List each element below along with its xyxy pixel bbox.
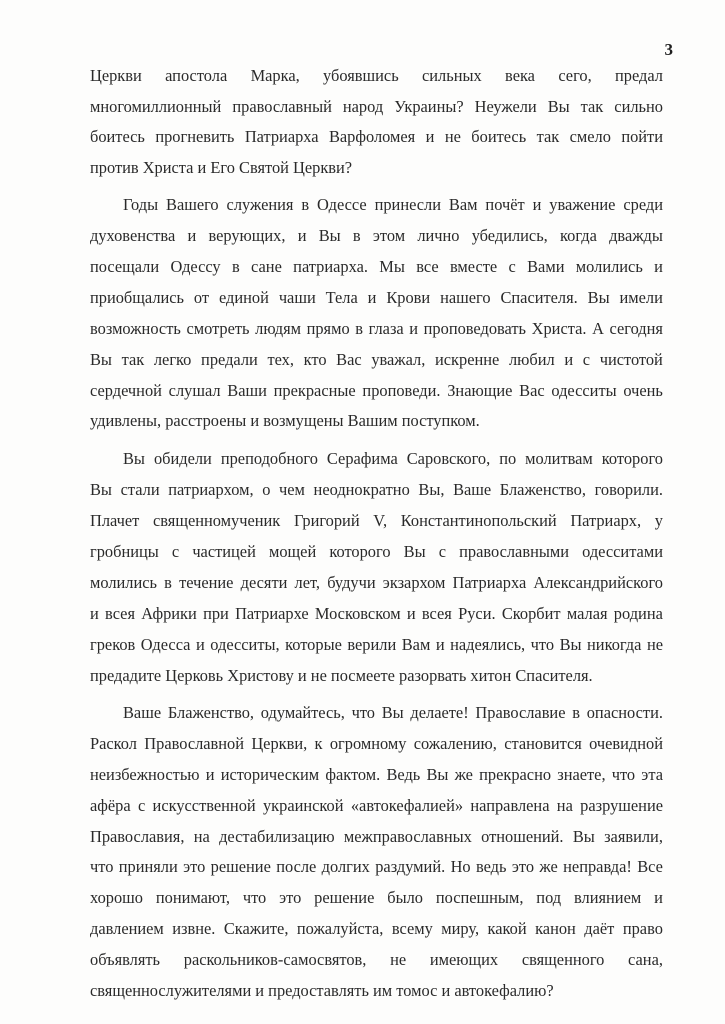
text-line: Плачет священномученик Григорий V, Константинопольский Патриарх, у	[90, 511, 663, 531]
text-line: посещали Одессу в сане патриарха. Мы все вместе с Вами молились и	[90, 257, 663, 277]
text-line: Годы Вашего служения в Одессе принесли Вам почёт и уважение среди	[123, 195, 663, 215]
text-line: афёра с искусственной украинской «автокефалией» направлена на разрушение	[90, 795, 663, 815]
text-line: Ваше Блаженство, одумайтесь, что Вы делаете! Православие в опасности.	[123, 702, 663, 722]
text-line: давлением извне. Скажите, пожалуйста, всему миру, какой канон даёт право	[90, 918, 663, 938]
text-line: многомиллионный православный народ Украины? Неужели Вы так сильно	[90, 97, 663, 117]
text-line: Вы стали патриархом, о чем неоднократно Вы, Ваше Блаженство, говорили.	[90, 480, 663, 500]
text-line: неизбежностью и историческим фактом. Ведь Вы же прекрасно знаете, что эта	[90, 764, 663, 784]
text-line: возможность смотреть людям прямо в глаза и проповедовать Христа. А сегодня	[90, 319, 663, 339]
text-line: Церкви апостола Марка, убоявшись сильных века сего, предал	[90, 66, 663, 85]
text-line: боитесь прогневить Патриарха Варфоломея и не боитесь так смело пойти	[90, 127, 663, 147]
text-line: гробницы с частицей мощей которого Вы с православными одесситами	[90, 542, 663, 562]
text-line: против Христа и Его Святой Церкви?	[90, 158, 353, 178]
text-line: объявлять раскольников-самосвятов, не имеющих священного сана,	[90, 949, 663, 969]
text-line: Вы обидели преподобного Серафима Саровского, по молитвам которого	[123, 449, 663, 469]
text-line: Вы так легко предали тех, кто Вас уважал, искренне любил и с чистотой	[90, 350, 663, 370]
text-line: Раскол Православной Церкви, к огромному сожалению, становится очевидной	[90, 733, 663, 753]
page-number: 3	[664, 40, 673, 59]
text-line: предадите Церковь Христову и не посмеете разорвать хитон Спасителя.	[90, 665, 593, 685]
text-line: приобщались от единой чаши Тела и Крови нашего Спасителя. Вы имели	[90, 288, 663, 308]
text-line: что приняли это решение после долгих раздумий. Но ведь это же неправда! Все	[90, 856, 663, 876]
text-line: греков Одесса и одесситы, которые верили Вам и надеялись, что Вы никогда не	[90, 634, 663, 654]
text-line: духовенства и верующих, и Вы в этом лично убедились, когда дважды	[90, 226, 663, 246]
text-line: священнослужителями и предоставлять им томос и автокефалию?	[90, 981, 554, 1000]
text-line: удивлены, расстроены и возмущены Вашим поступком.	[90, 411, 480, 431]
text-line: сердечной слушал Ваши прекрасные проповеди. Знающие Вас одесситы очень	[90, 381, 663, 401]
text-line: хорошо понимают, что это решение было поспешным, под влиянием и	[90, 887, 663, 907]
text-line: Православия, на дестабилизацию межправославных отношений. Вы заявили,	[90, 826, 663, 846]
text-line: молились в течение десяти лет, будучи экзархом Патриарха Александрийского	[90, 572, 663, 592]
text-line: и всея Африки при Патриархе Московском и всея Руси. Скорбит малая родина	[90, 603, 663, 623]
